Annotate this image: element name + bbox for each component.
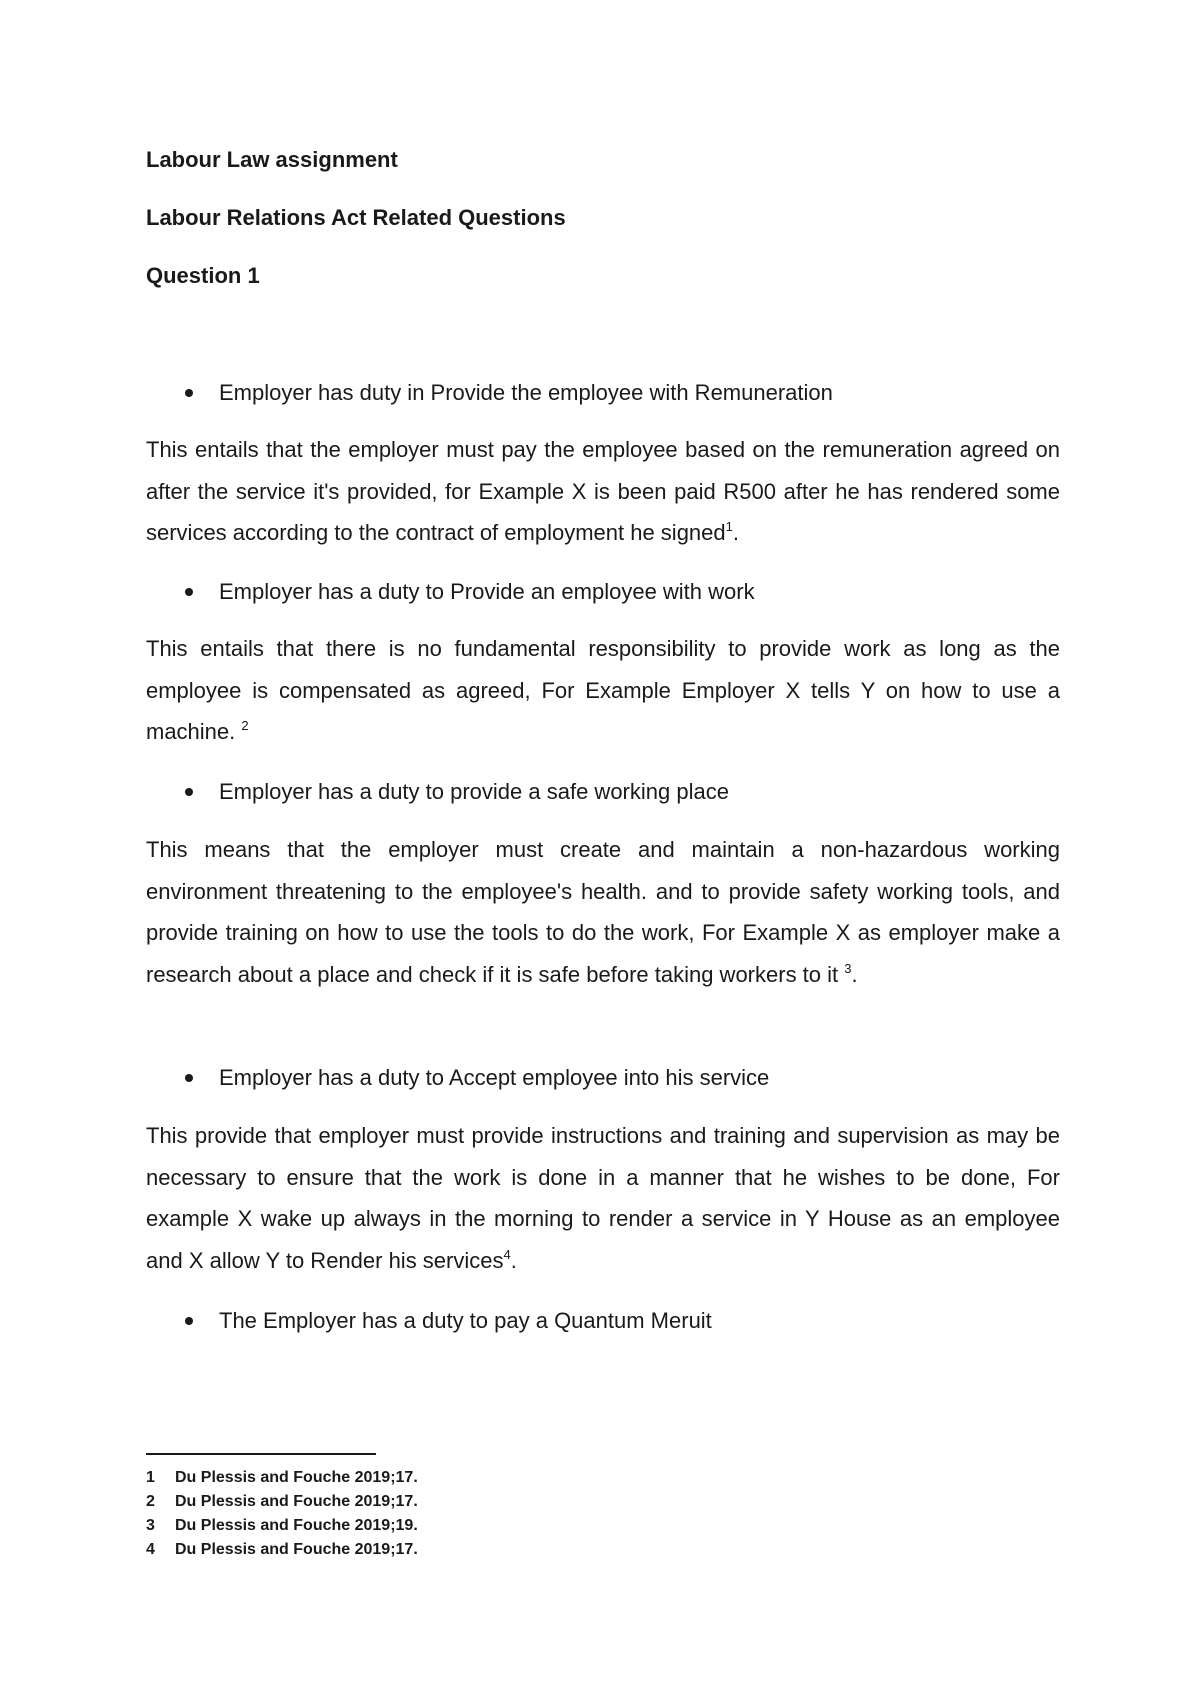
footnote-item bbox=[146, 1538, 746, 1562]
document-subtitle: Labour Relations Act Related Questions bbox=[146, 205, 566, 230]
footnote-item bbox=[146, 1490, 746, 1514]
footnote-reference[interactable]: 2 bbox=[241, 718, 249, 734]
footnote-number: 3 bbox=[146, 1517, 155, 1534]
footnote-separator bbox=[146, 1453, 376, 1455]
paragraph-text: This means that the employer must create and maintain a non-hazardous working environment threatening to the employee's health. and to provide safety working tools, and provide training on how to use the tools to do the work, For Example X as employer make a research about a place and check if it is safe before taking workers to it bbox=[146, 837, 1060, 988]
footnotes bbox=[146, 1466, 746, 1562]
paragraph-text: This entails that there is no fundamental responsibility to provide work as long as the employee is compensated as agreed, For Example Employer X tells Y on how to use a machine. bbox=[146, 636, 1060, 745]
footnote-reference[interactable]: 1 bbox=[725, 519, 733, 535]
bullet-icon bbox=[185, 389, 193, 397]
footnote-text: Du Plessis and Fouche 2019;17. bbox=[175, 1541, 418, 1558]
footnote-number: 4 bbox=[146, 1541, 155, 1558]
paragraph bbox=[146, 1115, 1060, 1282]
footnote-number: 2 bbox=[146, 1493, 155, 1510]
bullet-text: Employer has duty in Provide the employee with Remuneration bbox=[219, 380, 833, 405]
paragraph-text: This entails that the employer must pay the employee based on the remuneration agreed on after the service it's provided, for Example X is been paid R500 after he has rendered some services according to the contract of employment he signed bbox=[146, 437, 1060, 546]
paragraph bbox=[146, 429, 1060, 554]
bullet-text: The Employer has a duty to pay a Quantum Meruit bbox=[219, 1308, 712, 1333]
footnote-reference[interactable]: 3 bbox=[844, 961, 852, 977]
footnote-text: Du Plessis and Fouche 2019;17. bbox=[175, 1493, 418, 1510]
paragraph-end: . bbox=[732, 520, 739, 546]
footnote-number: 1 bbox=[146, 1469, 155, 1486]
paragraph-end: . bbox=[851, 962, 858, 988]
paragraph-text: This provide that employer must provide instructions and training and supervision as may be necessary to ensure that the work is done in a manner that he wishes to be done, For example X wake up always in the morning to render a service in Y House as an employee and X allow Y to Render his services bbox=[146, 1123, 1060, 1274]
bullet-icon bbox=[185, 1074, 193, 1082]
bullet-text: Employer has a duty to provide a safe working place bbox=[219, 779, 729, 804]
paragraph-end: . bbox=[510, 1248, 517, 1274]
footnote-reference[interactable]: 4 bbox=[503, 1247, 511, 1263]
question-heading: Question 1 bbox=[146, 263, 260, 288]
bullet-icon bbox=[185, 1317, 193, 1325]
bullet-icon bbox=[185, 788, 193, 796]
paragraph bbox=[146, 628, 1060, 753]
document-title: Labour Law assignment bbox=[146, 147, 398, 172]
footnote-item bbox=[146, 1514, 746, 1538]
bullet-text: Employer has a duty to Provide an employee with work bbox=[219, 579, 755, 604]
paragraph bbox=[146, 829, 1060, 996]
bullet-icon bbox=[185, 588, 193, 596]
footnote-text: Du Plessis and Fouche 2019;17. bbox=[175, 1469, 418, 1486]
footnote-text: Du Plessis and Fouche 2019;19. bbox=[175, 1517, 418, 1534]
bullet-text: Employer has a duty to Accept employee into his service bbox=[219, 1065, 770, 1090]
footnote-item bbox=[146, 1466, 746, 1490]
